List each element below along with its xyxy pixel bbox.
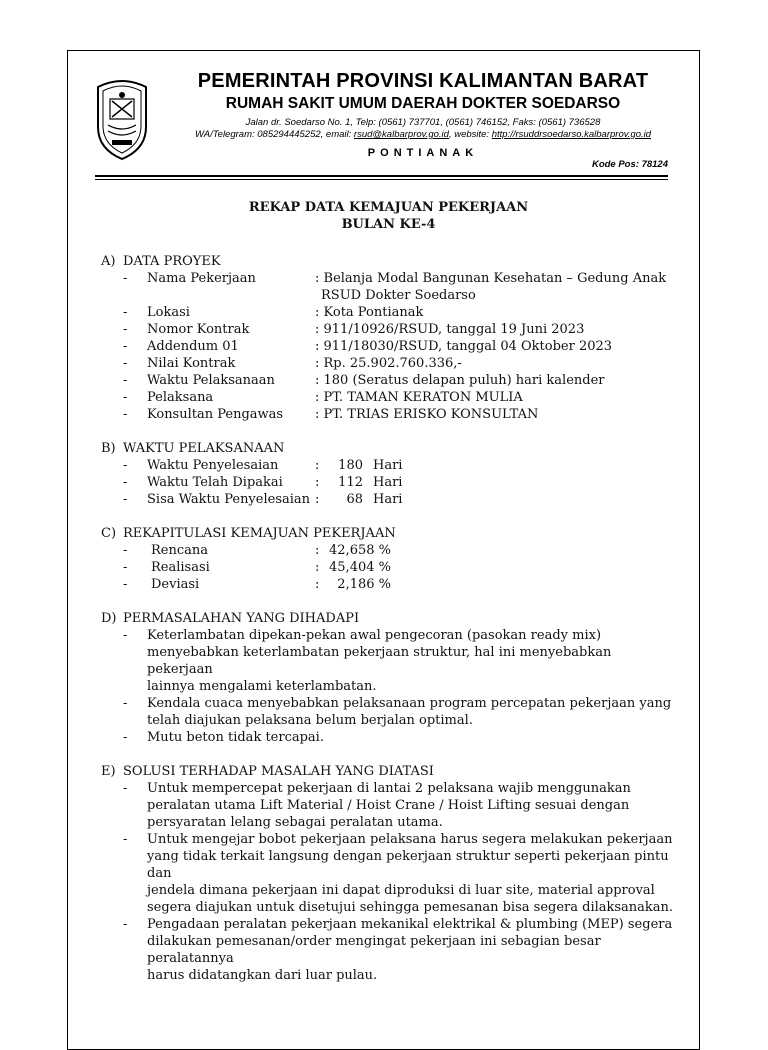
field-label: Realisasi [151,560,210,575]
section-rekapitulasi [101,525,676,593]
colon: : [315,577,320,592]
field-label: Addendum 01 [147,339,239,354]
bullet-dash: - [123,577,128,592]
list-item [101,916,676,984]
government-name: PEMERINTAH PROVINSI KALIMANTAN BARAT [197,70,649,92]
list-item [101,321,676,338]
text-line: Kendala cuaca menyebabkan pelaksanaan program percepatan pekerjaan yang [147,696,672,711]
document-body [101,199,676,984]
list-item [101,304,676,321]
text-line: jendela dimana pekerjaan ini dapat diproduksi di luar site, material approval [147,883,655,898]
field-label: Nilai Kontrak [147,356,236,371]
section-letter: D) [101,611,117,626]
document-title [101,199,676,233]
text-line: Untuk mengejar bobot pekerjaan pelaksana harus segera melakukan pekerjaan [147,832,673,847]
text-line: Untuk mempercepat pekerjaan di lantai 2 pelaksana wajib menggunakan [147,781,631,796]
list-item [101,474,676,491]
field-label: Rencana [151,543,209,558]
text-line: peralatan utama Lift Material / Hoist Crane / Hoist Lifting sesuai dengan [147,798,630,813]
text-line: Keterlambatan dipekan-pekan awal pengecoran (pasokan ready mix) [147,628,602,643]
field-label: Nomor Kontrak [147,322,250,337]
contact-prefix: WA/Telegram: 085294445252, email: [194,129,354,140]
days-unit: Hari [373,492,403,507]
bullet-dash: - [123,356,128,371]
bullet-dash: - [123,917,128,932]
field-label: Deviasi [151,577,200,592]
provincial-emblem-icon [94,77,150,161]
list-item [101,355,676,372]
field-label: Lokasi [147,305,190,320]
section-permasalahan [101,610,676,746]
postal-code: Kode Pos: 78124 [591,159,668,170]
percent-value: 2,186 % [337,577,391,592]
list-item [101,627,676,695]
letterhead-rule-thick [95,175,668,177]
section-waktu-pelaksanaan [101,440,676,508]
field-label: Waktu Pelaksanaan [147,373,275,388]
colon: : [315,458,320,473]
section-title: SOLUSI TERHADAP MASALAH YANG DIATASI [123,764,434,779]
paragraph [147,916,676,984]
days-unit: Hari [373,458,403,473]
list-item [101,491,676,508]
section-heading [101,610,676,627]
colon: : [315,475,320,490]
website-link[interactable]: http://rsuddrsoedarso.kalbarprov.go.id [491,129,652,140]
bullet-dash: - [123,492,128,507]
bullet-dash: - [123,305,128,320]
list-item [101,270,676,287]
colon: : [315,492,320,507]
section-letter: B) [101,441,116,456]
bullet-dash: - [123,390,128,405]
days-value: 68 [346,492,363,507]
text-line: telah diajukan pelaksana belum berjalan optimal. [147,713,473,728]
field-value: : Kota Pontianak [315,305,424,320]
section-title: REKAPITULASI KEMAJUAN PEKERJAAN [123,526,396,541]
list-item [101,559,676,576]
percent-value: 42,658 % [329,543,391,558]
paragraph [147,627,676,695]
hospital-address: Jalan dr. Soedarso No. 1, Telp: (0561) 737701, (0561) 746152, Faks: (0561) 736528 [245,117,601,128]
section-solusi [101,763,676,984]
field-label: Waktu Telah Dipakai [147,475,283,490]
field-value-continued: RSUD Dokter Soedarso [321,288,476,303]
list-item [101,457,676,474]
list-item [101,695,676,729]
list-item [101,729,676,746]
days-value: 180 [338,458,363,473]
bullet-dash: - [123,271,128,286]
section-heading [101,253,676,270]
list-item [101,338,676,355]
text-line: Mutu beton tidak tercapai. [147,730,324,745]
percent-value: 45,404 % [329,560,391,575]
bullet-dash: - [123,781,128,796]
field-label: Sisa Waktu Penyelesaian [147,492,311,507]
bullet-dash: - [123,628,128,643]
section-heading [101,525,676,542]
bullet-dash: - [123,458,128,473]
list-item [101,780,676,831]
days-unit: Hari [373,475,403,490]
section-title: DATA PROYEK [123,254,221,269]
field-value: : Belanja Modal Bangunan Kesehatan – Gedung Anak [315,271,667,286]
section-heading [101,440,676,457]
bullet-dash: - [123,832,128,847]
section-letter: C) [101,526,117,541]
list-item [101,576,676,593]
text-line: dilakukan pemesanan/order mengingat pekerjaan ini sebagian besar peralatannya [147,934,601,966]
bullet-dash: - [123,407,128,422]
hospital-name: RUMAH SAKIT UMUM DAERAH DOKTER SOEDARSO [225,95,621,112]
paragraph [147,780,676,831]
field-label: Nama Pekerjaan [147,271,256,286]
bullet-dash: - [123,322,128,337]
list-item [101,831,676,916]
colon: : [315,543,320,558]
text-line: yang tidak terkait langsung dengan pekerjaan struktur seperti pekerjaan pintu dan [147,849,669,881]
list-item [101,406,676,423]
text-line: Pengadaan peralatan pekerjaan mekanikal elektrikal & plumbing (MEP) segera [147,917,673,932]
document-page [67,50,700,1050]
field-value: : PT. TRIAS ERISKO KONSULTAN [315,407,539,422]
hospital-contact [163,129,683,141]
list-item [101,389,676,406]
colon: : [315,560,320,575]
city-name: PONTIANAK [367,147,479,159]
letterhead-rule-thin [95,179,668,180]
paragraph [147,695,676,729]
field-label: Pelaksana [147,390,214,405]
email-link[interactable]: rsud@kalbarprov.go.id [353,129,449,140]
field-value: : Rp. 25.902.760.336,- [315,356,462,371]
days-value: 112 [338,475,363,490]
section-title: WAKTU PELAKSANAAN [123,441,285,456]
text-line: harus didatangkan dari luar pulau. [147,968,378,983]
bullet-dash: - [123,339,128,354]
title-line-1: REKAP DATA KEMAJUAN PEKERJAAN [248,200,529,215]
section-letter: A) [101,254,116,269]
website-prefix: , website: [448,129,492,140]
text-line: lainnya mengalami keterlambatan. [147,679,377,694]
section-letter: E) [101,764,116,779]
field-value: : 180 (Seratus delapan puluh) hari kalender [315,373,605,388]
field-label: Konsultan Pengawas [147,407,284,422]
field-value: : 911/18030/RSUD, tanggal 04 Oktober 2023 [315,339,613,354]
paragraph [147,729,676,746]
list-item [101,372,676,389]
paragraph [147,831,676,916]
section-heading [101,763,676,780]
list-item [101,542,676,559]
field-value: : PT. TAMAN KERATON MULIA [315,390,523,405]
section-title: PERMASALAHAN YANG DIHADAPI [123,611,360,626]
bullet-dash: - [123,475,128,490]
bullet-dash: - [123,730,128,745]
text-line: persyaratan lelang sebagai peralatan utama. [147,815,443,830]
list-item-continuation [101,287,676,304]
text-line: menyebabkan keterlambatan pekerjaan struktur, hal ini menyebabkan pekerjaan [147,645,612,677]
bullet-dash: - [123,543,128,558]
bullet-dash: - [123,373,128,388]
field-value: : 911/10926/RSUD, tanggal 19 Juni 2023 [315,322,585,337]
bullet-dash: - [123,560,128,575]
section-data-proyek [101,253,676,423]
title-line-2: BULAN KE-4 [341,217,436,232]
letterhead [68,51,701,181]
field-label: Waktu Penyelesaian [147,458,279,473]
bullet-dash: - [123,696,128,711]
text-line: segera diajukan untuk disetujui sehingga pemesanan bisa segera dilaksanakan. [147,900,674,915]
